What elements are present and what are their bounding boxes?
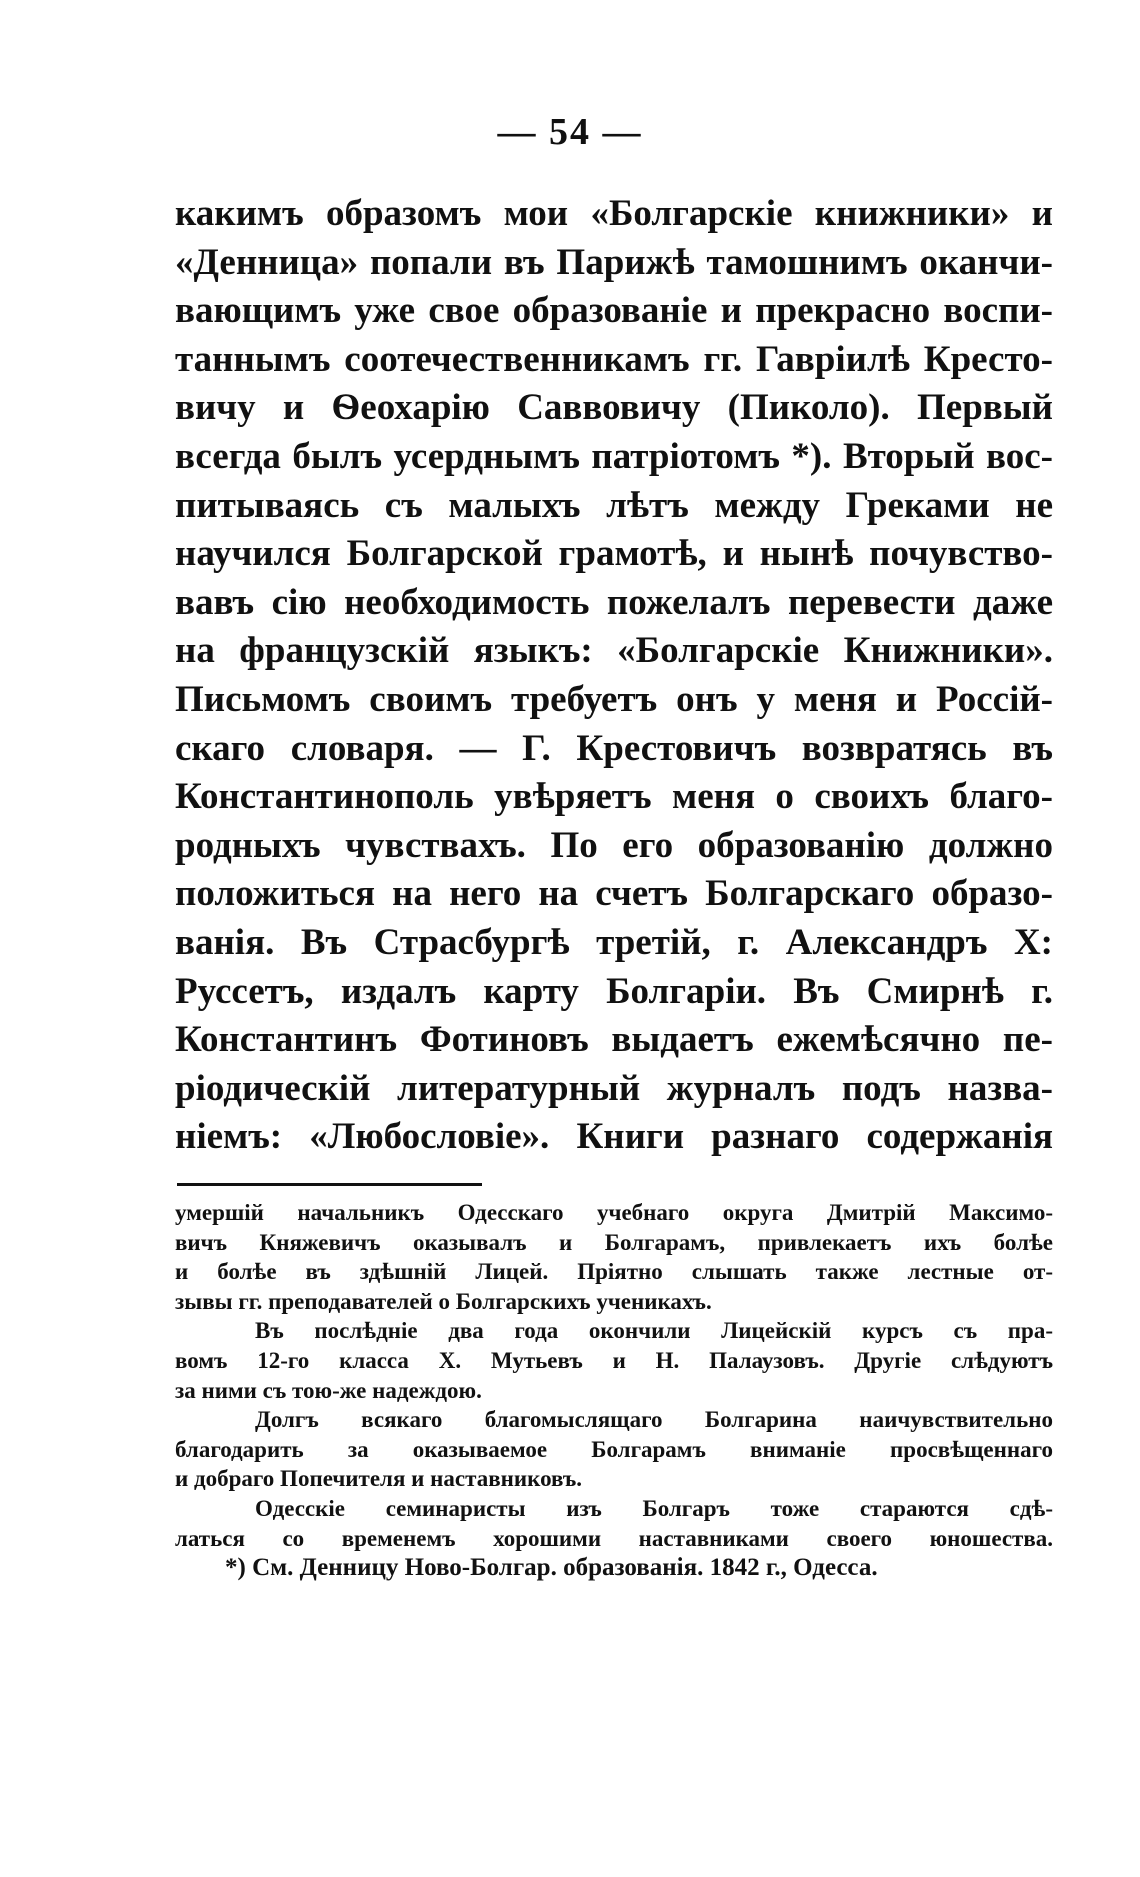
text-line: ванія. Въ Страсбургѣ третій, г. Александръ Х: (175, 921, 1053, 963)
text-line: таннымъ соотечественникамъ гг. Гавріилѣ Кресто- (175, 338, 1053, 380)
text-line: вавъ сію необходимость пожелалъ перевести даже (175, 581, 1053, 623)
text-line: Письмомъ своимъ требуетъ онъ у меня и Россій- (175, 678, 1053, 720)
footnote-separator (177, 1183, 482, 1186)
text-line: Руссетъ, издалъ карту Болгаріи. Въ Смирнѣ г. (175, 970, 1053, 1012)
text-line: скаго словаря. — Г. Крестовичъ возвратясь въ (175, 727, 1053, 769)
page-number: — 54 — (497, 111, 643, 153)
text-line: родныхъ чувствахъ. По его образованію должно (175, 824, 1053, 866)
footnote-line: Долгъ всякаго благомыслящаго Болгарина наичувствительно (255, 1407, 1053, 1433)
text-line: «Денница» попали въ Парижѣ тамошнимъ оканчи- (175, 241, 1053, 283)
text-line: вичу и Ѳеохарію Саввовичу (Пиколо). Первый (175, 387, 1053, 429)
text-line: Константинополь увѣряетъ меня о своихъ благо- (175, 776, 1053, 818)
text-line: всегда былъ усерднымъ патріотомъ *). Вторый вос- (175, 435, 1053, 477)
text-line: Константинъ Фотиновъ выдаетъ ежемѣсячно пе- (175, 1019, 1053, 1061)
footnote-line: Въ послѣдніе два года окончили Лицейскій курсъ съ пра- (255, 1318, 1053, 1344)
footnote-line: зывы гг. преподавателей о Болгарскихъ ученикахъ. (175, 1288, 712, 1314)
text-line: вающимъ уже свое образованіе и прекрасно воспи- (175, 290, 1053, 332)
text-line: ніемъ: «Любословіе». Книги разнаго содержанія (175, 1116, 1053, 1158)
footnotes (175, 1198, 1053, 1583)
text-line: питываясь съ малыхъ лѣтъ между Греками не (175, 484, 1053, 526)
footnote-line: благодарить за оказываемое Болгарамъ вниманіе просвѣщеннаго (175, 1436, 1053, 1462)
footnote-line: умершій начальникъ Одесскаго учебнаго округа Дмитрій Максимо- (175, 1200, 1053, 1225)
main-text (175, 190, 1053, 1162)
text-line: ріодическій литературный журналъ подъ назва- (175, 1067, 1053, 1109)
footnote-line: за ними съ тою-же надеждою. (175, 1377, 482, 1403)
footnote-line: вичъ Княжевичъ оказывалъ и Болгарамъ, привлекаетъ ихъ болѣе (175, 1229, 1053, 1255)
footnote-line: и добраго Попечителя и наставниковъ. (175, 1466, 583, 1492)
text-line: какимъ образомъ мои «Болгарскіе книжники» и (175, 193, 1053, 234)
text-line: положиться на него на счетъ Болгарскаго образо- (175, 873, 1053, 915)
text-line: на французскій языкъ: «Болгарскіе Книжники». (175, 630, 1053, 672)
footnote-line: и болѣе въ здѣшній Лицей. Пріятно слышать также лестные от- (175, 1259, 1053, 1285)
footnote-line: вомъ 12-го класса Х. Мутьевъ и Н. Палаузовъ. Другіе слѣдуютъ (175, 1347, 1053, 1373)
footnote-line: Одесскіе семинаристы изъ Болгаръ тоже стараются сдѣ- (255, 1495, 1053, 1521)
footnote-line: латься со временемъ хорошими наставниками своего юношества. (175, 1525, 1053, 1551)
footnote-star-reference: *) См. Денницу Ново-Болгар. образованія. 1842 г., Одесса. (225, 1554, 878, 1582)
text-line: научился Болгарской грамотѣ, и нынѣ почувство- (175, 533, 1053, 575)
